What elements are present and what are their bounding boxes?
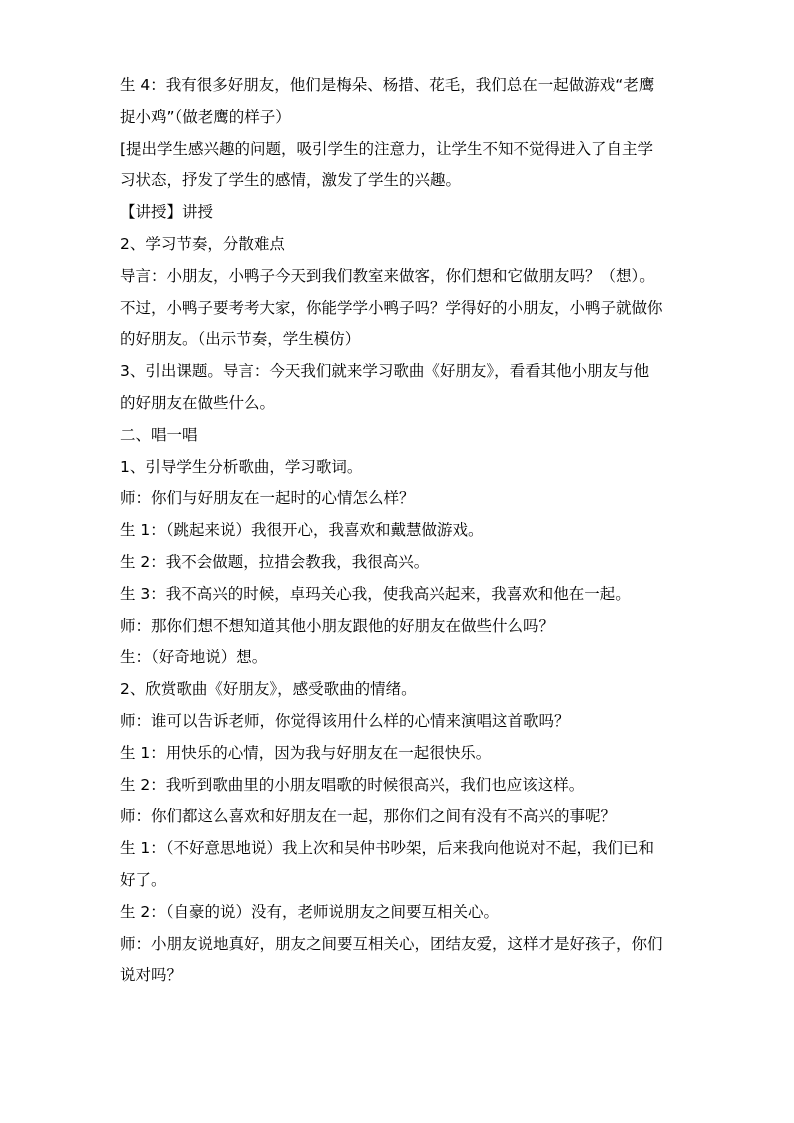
text-line: 师：谁可以告诉老师，你觉得该用什么样的心情来演唱这首歌吗？	[120, 711, 570, 730]
text-line: 好了。	[120, 870, 167, 889]
text-line: 2、欣赏歌曲《好朋友》，感受歌曲的情绪。	[120, 680, 417, 699]
text-line: 习状态，抒发了学生的感情，激发了学生的兴趣。	[120, 171, 462, 190]
text-line: 不过，小鸭子要考考大家，你能学学小鸭子吗？学得好的小朋友，小鸭子就做你	[120, 298, 663, 317]
text-line: 生 2：我听到歌曲里的小朋友唱歌的时候很高兴，我们也应该这样。	[120, 775, 585, 794]
text-line: 的好朋友。（出示节奏，学生模仿）	[120, 330, 361, 349]
text-line: 的好朋友在做些什么。	[120, 393, 276, 412]
text-line: 3、引出课题。导言：今天我们就来学习歌曲《好朋友》，看看其他小朋友与他	[120, 362, 650, 381]
text-line: 师：小朋友说地真好，朋友之间要互相关心，团结友爱，这样才是好孩子，你们	[120, 934, 663, 953]
text-line: 生 3：我不高兴的时候，卓玛关心我，使我高兴起来，我喜欢和他在一起。	[120, 584, 631, 603]
text-line: 说对吗？	[120, 966, 183, 985]
text-line: 师：你们都这么喜欢和好朋友在一起，那你们之间有没有不高兴的事呢？	[120, 807, 617, 826]
document-body	[120, 70, 680, 992]
text-line: 生 2：（自豪的说）没有，老师说朋友之间要互相关心。	[120, 902, 500, 921]
text-line: [提出学生感兴趣的问题，吸引学生的注意力，让学生不知不觉得进入了自主学	[120, 139, 654, 158]
section-heading: 【讲授】讲授	[120, 203, 214, 222]
text-line: 捉小鸡”（做老鹰的样子）	[120, 107, 291, 126]
text-line: 师：你们与好朋友在一起时的心情怎么样？	[120, 489, 415, 508]
text-line: 2、学习节奏，分散难点	[120, 234, 285, 253]
text-line: 生 1：（跳起来说）我很开心，我喜欢和戴慧做游戏。	[120, 521, 484, 540]
text-line: 生：（好奇地说）想。	[120, 648, 268, 667]
text-line: 师：那你们想不想知道其他小朋友跟他的好朋友在做些什么吗？	[120, 616, 555, 635]
section-heading: 二、唱一唱	[120, 425, 198, 444]
text-line: 生 1：（不好意思地说）我上次和吴仲书吵架，后来我向他说对不起，我们已和	[120, 839, 655, 858]
text-line: 生 4：我有很多好朋友，他们是梅朵、杨措、花毛，我们总在一起做游戏“老鹰	[120, 76, 655, 94]
text-line: 导言：小朋友，小鸭子今天到我们教室来做客，你们想和它做朋友吗？（想）。	[120, 266, 655, 285]
text-line: 生 1：用快乐的心情，因为我与好朋友在一起很快乐。	[120, 743, 492, 762]
text-line: 1、引导学生分析歌曲，学习歌词。	[120, 457, 363, 476]
text-line: 生 2：我不会做题，拉措会教我，我很高兴。	[120, 552, 430, 571]
